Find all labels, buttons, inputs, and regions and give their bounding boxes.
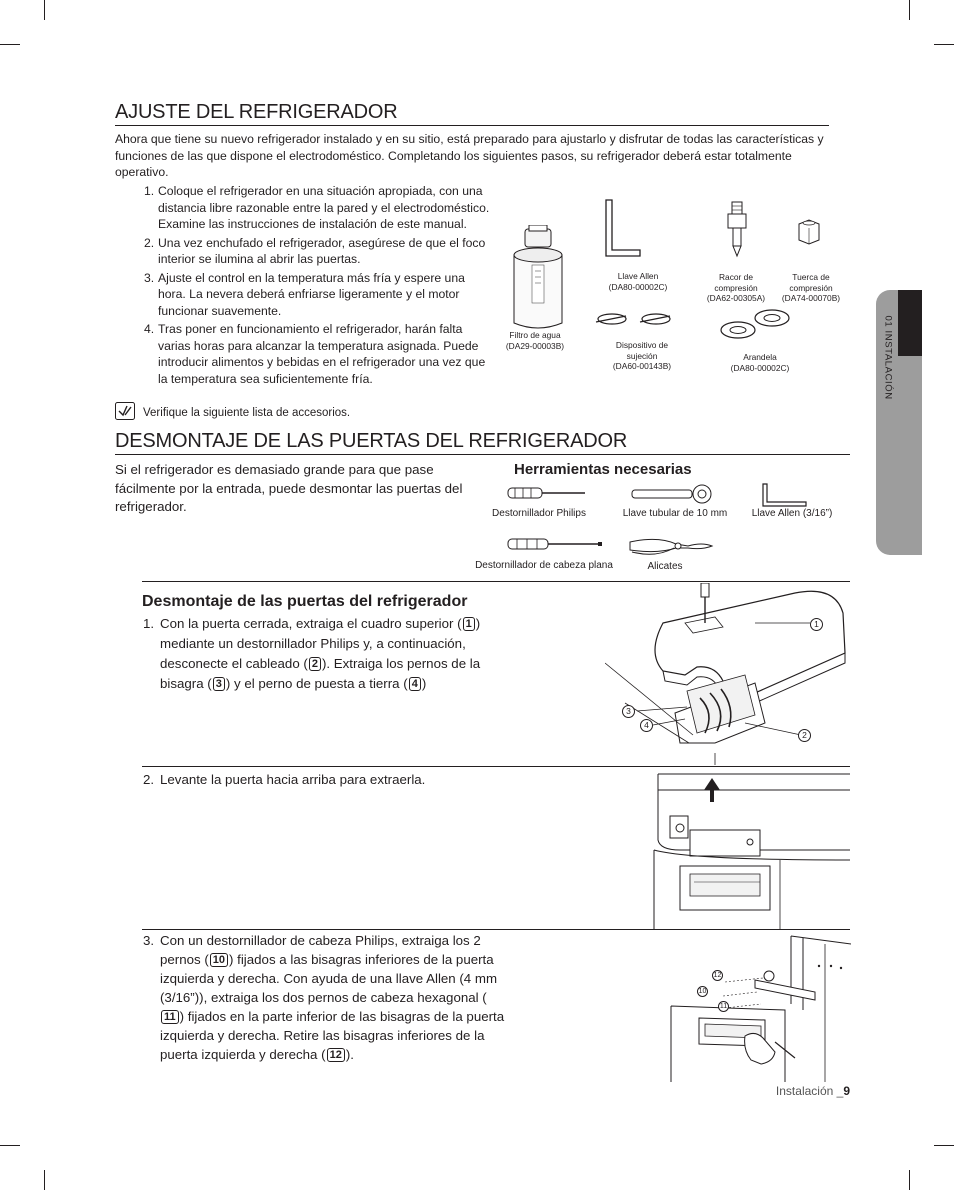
list-item: 2. Una vez enchufado el refrigerador, asegúrese de que el foco interior se ilumina al abrir las puertas.: [144, 235, 486, 266]
tool-caption: Destornillador de cabeza plana: [475, 560, 613, 571]
tool-caption: Llave tubular de 10 mm: [622, 508, 728, 519]
callout-badge: 3: [622, 705, 635, 718]
section-title-doors: DESMONTAJE DE LAS PUERTAS DEL REFRIGERADOR: [115, 430, 628, 452]
list-item: 1. Coloque el refrigerador en una situación apropiada, con una distancia libre razonable entre la pared y el electrodoméstico. Examine las instrucciones de instalación de este manual.: [144, 184, 490, 231]
accessory-caption: Racor de compresión (DA62-00305A): [706, 272, 766, 303]
washer-icon: [718, 306, 792, 344]
page-footer: Instalación _9: [775, 1084, 850, 1098]
crop-mark: [0, 44, 20, 45]
list-item: 3. Ajuste el control en la temperatura más fría y espere una hora. La nevera deberá enfriarse ligeramente y el motor funcionar suavemente.: [144, 270, 465, 318]
chapter-tab-label: 01 INSTALACIÓN: [882, 315, 894, 400]
water-filter-icon: [508, 225, 568, 335]
crop-mark: [909, 1170, 910, 1190]
pliers-icon: [628, 532, 714, 560]
list-item: 4. Tras poner en funcionamiento el refrigerador, harán falta varias horas para alcanzar la temperatura asignada. Puede introducir alimentos y bebidas en el refrigerador una vez que la temperatura sea suficientemente fría.: [144, 322, 486, 386]
tool-caption: Destornillador Philips: [492, 508, 586, 519]
list-item: 2. Levante la puerta hacia arriba para extraerla.: [143, 772, 426, 787]
list-item: 1. Con la puerta cerrada, extraiga el cuadro superior ( 1 ) mediante un destornillador Philips y, a continuación, desconecte el cableado ( 2 ). Extraiga los pernos de la bisagra ( 3 ) y el perno de puesta a tierra ( 4 ): [143, 616, 481, 691]
accessory-caption: Tuerca de compresión (DA74-00070B): [781, 272, 841, 303]
phillips-screwdriver-icon: [507, 486, 587, 500]
callout-badge: 4: [409, 677, 421, 691]
note-icon: [115, 402, 135, 420]
clamp-icon: [594, 310, 676, 328]
top-hinge-illustration: [605, 583, 850, 765]
section-rule: [115, 454, 850, 455]
adjust-steps: [144, 183, 494, 387]
callout-badge: 4: [640, 719, 653, 732]
subsection-title: Desmontaje de las puertas del refrigerador: [142, 593, 468, 610]
callout-badge: 11: [719, 1003, 728, 1010]
crop-mark: [44, 1170, 45, 1190]
crop-mark: [0, 1145, 20, 1146]
crop-mark: [44, 0, 45, 20]
allen-key-icon: [760, 482, 810, 510]
callout-badge: 1: [463, 617, 475, 631]
subsection-rule: [142, 929, 850, 930]
door-steps-2: [143, 770, 543, 790]
compression-nut-icon: [795, 218, 823, 248]
adjust-intro: Ahora que tiene su nuevo refrigerador instalado y en su sitio, está preparado para ajustarlo y disfrutar de todas las características y funciones de las que dispone el electrodoméstico. Completando los siguientes pasos, su refrigerador deberá estar totalmente operativo.: [115, 132, 824, 179]
door-steps-3: [143, 931, 505, 1064]
list-item: 3. Con un destornillador de cabeza Philips, extraiga los 2 pernos ( 10 ) fijados a las bisagras inferiores de la puerta izquierda y derecha. Con ayuda de una llave Allen (4 mm (3/16”)), extraiga los dos pernos de cabeza hexagonal (11 ) fijados en la parte inferior de las bisagras de la puerta izquierda y derecha. Retire las bisagras inferiores de la puerta izquierda y derecha ( 12 ).: [143, 933, 505, 1062]
callout-badge: 2: [798, 729, 811, 742]
callout-badge: 12: [327, 1048, 345, 1062]
callout-badge: 11: [161, 1010, 179, 1024]
crop-mark: [934, 44, 954, 45]
callout-badge: 1: [810, 618, 823, 631]
tool-caption: Llave Allen (3/16”): [751, 508, 833, 519]
accessory-caption: Arandela (DA80-00002C): [730, 352, 790, 373]
accessory-caption: Filtro de agua (DA29-00003B): [505, 330, 565, 351]
tool-caption: Alicates: [647, 561, 683, 572]
tools-title: Herramientas necesarias: [514, 461, 692, 478]
callout-badge: 2: [309, 657, 321, 671]
flat-screwdriver-icon: [507, 537, 603, 551]
accessory-caption: Llave Allen (DA80-00002C): [608, 271, 668, 292]
section-title-adjust: AJUSTE DEL REFRIGERADOR: [115, 101, 398, 123]
callout-badge: 10: [698, 988, 707, 995]
callout-badge: 12: [713, 972, 722, 979]
bottom-hinge-illustration: [665, 934, 851, 1082]
chapter-tab-marker: [898, 290, 922, 356]
crop-mark: [909, 0, 910, 20]
socket-wrench-icon: [630, 484, 716, 504]
allen-key-icon: [602, 198, 642, 260]
crop-mark: [934, 1145, 954, 1146]
lift-door-illustration: [650, 770, 850, 930]
doors-intro: Si el refrigerador es demasiado grande para que pase fácilmente por la entrada, puede desmontar las puertas del refrigerador.: [115, 462, 463, 514]
accessory-caption: Dispositivo de sujeción (DA60-00143B): [612, 340, 672, 371]
callout-badge: 10: [210, 953, 228, 967]
callout-badge: 3: [213, 677, 225, 691]
note-text: Verifique la siguiente lista de accesorios.: [143, 407, 351, 419]
compression-fitting-icon: [722, 200, 752, 260]
subsection-rule: [142, 581, 850, 582]
section-rule: [115, 125, 829, 126]
door-steps-1: [143, 614, 505, 694]
subsection-rule: [142, 766, 850, 767]
